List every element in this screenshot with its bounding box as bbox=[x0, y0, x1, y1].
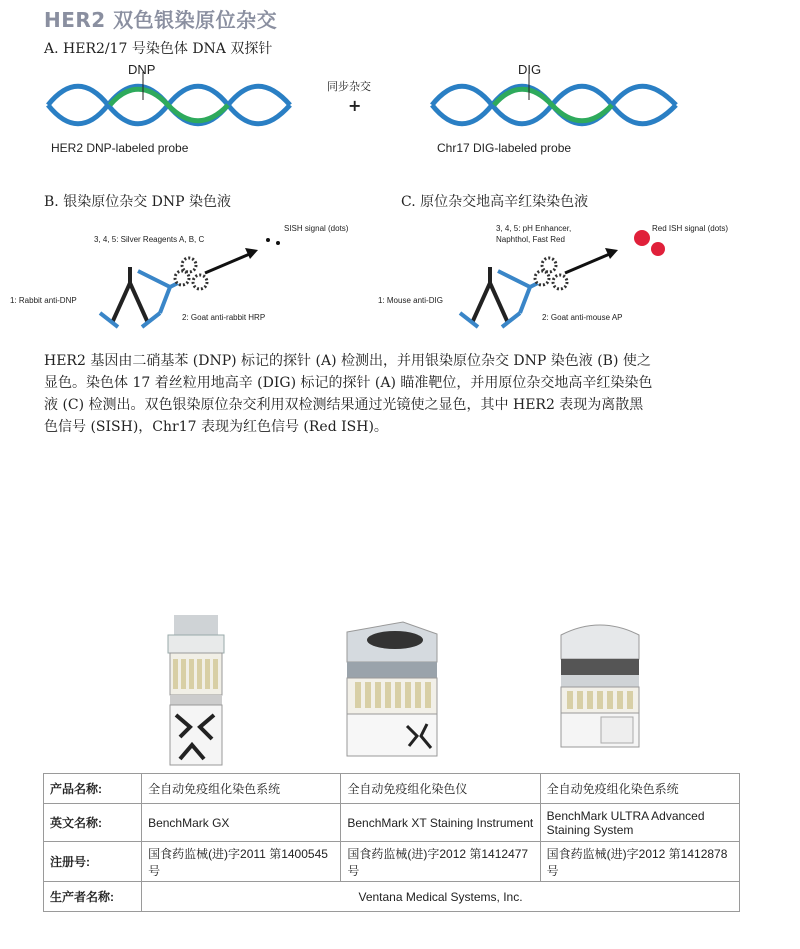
section-b-heading: B. 银染原位杂交 DNP 染色液 bbox=[44, 194, 231, 210]
sish-signal-label: SISH signal (dots) bbox=[284, 224, 349, 233]
silver-reagents-label: 3, 4, 5: Silver Reagents A, B, C bbox=[94, 235, 205, 244]
benchmark-xt-image bbox=[343, 618, 441, 758]
table-cell: 全自动免疫组化染色仪 bbox=[341, 774, 540, 804]
table-cell: 国食药监械(进)字2011 第1400545号 bbox=[142, 842, 341, 882]
goat-anti-mouse-label: 2: Goat anti-mouse AP bbox=[542, 313, 623, 322]
section-a-heading: A. HER2/17 号染色体 DNA 双探针 bbox=[44, 41, 273, 57]
page-title: HER2 双色银染原位杂交 bbox=[44, 8, 278, 32]
red-reagent-gears bbox=[535, 258, 567, 289]
english-name-header: 英文名称: bbox=[44, 804, 142, 842]
table-cell: 国食药监械(进)字2012 第1412477号 bbox=[341, 842, 540, 882]
table-cell: 国食药监械(进)字2012 第1412878号 bbox=[540, 842, 739, 882]
table-cell: BenchMark GX bbox=[142, 804, 341, 842]
table-cell: 全自动免疫组化染色系统 bbox=[540, 774, 739, 804]
goat-anti-rabbit-label: 2: Goat anti-rabbit HRP bbox=[182, 313, 266, 322]
her2-dna-helix bbox=[48, 72, 290, 124]
registration-number-header: 注册号: bbox=[44, 842, 142, 882]
table-cell: BenchMark XT Staining Instrument bbox=[341, 804, 540, 842]
chr17-probe-caption: Chr17 DIG-labeled probe bbox=[437, 141, 572, 155]
paragraph-line: 显色。染色体 17 着丝粒用地高辛 (DIG) 标记的探针 (A) 瞄准靶位，并用原位杂交地高辛红染染色 bbox=[44, 375, 653, 391]
description-paragraph bbox=[44, 350, 756, 438]
paragraph-line: 液 (C) 检测出。双色银染原位杂交利用双检测结果通过光镜使之显色，其中 HER2 表现为离散黑 bbox=[44, 397, 644, 413]
rabbit-anti-dnp-label: 1: Rabbit anti-DNP bbox=[10, 296, 77, 305]
benchmark-ultra-image bbox=[553, 615, 647, 750]
product-name-header: 产品名称: bbox=[44, 774, 142, 804]
paragraph-line: HER2 基因由二硝基苯 (DNP) 标记的探针 (A) 检测出，并用银染原位杂交 DNP 染色液 (B) 使之 bbox=[44, 353, 651, 369]
table-cell: BenchMark ULTRA Advanced Staining System bbox=[540, 804, 739, 842]
reaction-arrow bbox=[205, 248, 258, 273]
dig-label: DIG bbox=[518, 62, 542, 77]
reaction-arrow bbox=[565, 248, 618, 273]
red-ish-signal-label: Red ISH signal (dots) bbox=[652, 224, 729, 233]
product-specs-table bbox=[43, 773, 740, 912]
table-row bbox=[44, 842, 740, 882]
paragraph-line: 色信号 (SISH)，Chr17 表现为红色信号 (Red ISH)。 bbox=[44, 419, 388, 435]
red-ish-signal-dots bbox=[634, 230, 665, 256]
plus-sign: + bbox=[348, 96, 362, 115]
manufacturer-header: 生产者名称: bbox=[44, 882, 142, 912]
dnp-label: DNP bbox=[128, 62, 156, 77]
red-reagents-label-line1: 3, 4, 5: pH Enhancer, bbox=[496, 224, 572, 233]
mouse-anti-dig-label: 1: Mouse anti-DIG bbox=[378, 296, 443, 305]
silver-reagent-gears bbox=[175, 258, 207, 289]
table-row bbox=[44, 804, 740, 842]
red-reagents-label-line2: Naphthol, Fast Red bbox=[496, 235, 565, 244]
chr17-dna-helix bbox=[432, 72, 676, 124]
sish-signal-dots bbox=[266, 238, 280, 245]
table-row bbox=[44, 882, 740, 912]
section-c-heading: C. 原位杂交地高辛红染染色液 bbox=[401, 194, 589, 210]
staining-diagram bbox=[0, 215, 800, 340]
manufacturer-cell: Ventana Medical Systems, Inc. bbox=[142, 882, 740, 912]
simultaneous-hybridization-label: 同步杂交 bbox=[327, 80, 371, 93]
benchmark-gx-image bbox=[160, 615, 230, 767]
table-cell: 全自动免疫组化染色系统 bbox=[142, 774, 341, 804]
table-row bbox=[44, 774, 740, 804]
her2-probe-caption: HER2 DNP-labeled probe bbox=[51, 141, 189, 155]
